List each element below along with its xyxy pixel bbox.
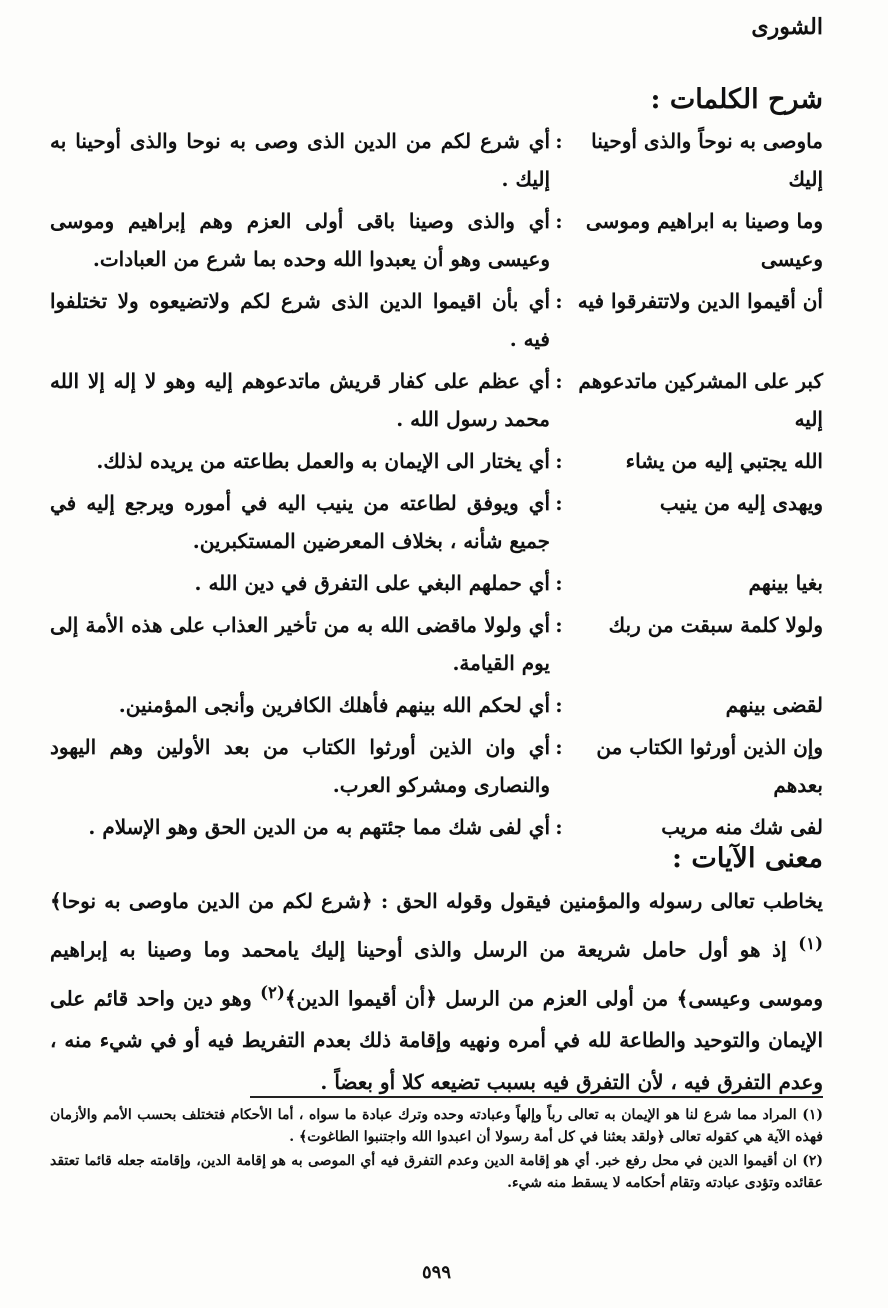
- meaning-paragraph: [50, 880, 823, 1103]
- glossary-row: [50, 484, 823, 560]
- colon: :: [555, 209, 563, 233]
- colon: :: [555, 613, 563, 637]
- glossary-row: [50, 808, 823, 846]
- meaning-title: معنى الآيات :: [672, 843, 823, 874]
- glossary-title: شرح الكلمات :: [650, 84, 823, 115]
- glossary-definition: أي وان الذين أورثوا الكتاب من بعد الأولين وهم اليهود والنصارى ومشركو العرب.: [50, 735, 550, 797]
- glossary-term: ويهدى إليه من ينيب: [659, 491, 823, 515]
- colon: :: [555, 289, 563, 313]
- glossary-term: كبر على المشركين ماتدعوهم إليه: [578, 369, 823, 431]
- colon: :: [555, 491, 563, 515]
- glossary-row: [50, 606, 823, 682]
- glossary-row: [50, 442, 823, 480]
- glossary-definition: أي لحكم الله بينهم فأهلك الكافرين وأنجى المؤمنين.: [118, 693, 550, 717]
- glossary-definition: أي يختار الى الإيمان به والعمل بطاعته من يريده لذلك.: [96, 449, 550, 473]
- glossary-term: لفى شك منه مريب: [661, 815, 823, 839]
- glossary-term: بغيا بينهم: [748, 571, 823, 595]
- glossary-row: [50, 282, 823, 358]
- colon: :: [555, 449, 563, 473]
- glossary-definition: أي عظم على كفار قريش ماتدعوهم إليه وهو لا إله إلا الله محمد رسول الله .: [50, 369, 550, 431]
- footnote: (١) المراد مما شرع لنا هو الإيمان به تعالى رباً وإلهاً وعبادته وحده وترك عبادة ما سواه ، أما الأحكام فتختلف بحسب الأمم والأزمان فهذه الآية هي كقوله تعالى ﴿ولقد بعثنا في كل أمة رسولا أن اعبدوا الله واجتنبوا الطاغوت﴾ .: [50, 1107, 823, 1145]
- glossary-definition: أي ويوفق لطاعته من ينيب اليه في أموره ويرجع إليه في جميع شأنه ، بخلاف المعرضين المستكبرين.: [50, 491, 550, 553]
- glossary-definition: أي ولولا ماقضى الله به من تأخير العذاب على هذه الأمة إلى يوم القيامة.: [50, 613, 550, 675]
- colon: :: [555, 369, 563, 393]
- meaning-intro: يخاطب تعالى رسوله والمؤمنين فيقول وقوله الحق :: [380, 889, 823, 913]
- footnote-divider: [250, 1096, 823, 1098]
- glossary-term: وما وصينا به ابراهيم وموسى وعيسى: [585, 209, 823, 271]
- glossary-definition: أي حملهم البغي على التفرق في دين الله .: [194, 571, 550, 595]
- glossary: [50, 122, 823, 850]
- glossary-term: الله يجتبي إليه من يشاء: [625, 449, 823, 473]
- book-page: [50, 0, 823, 1308]
- meaning-text: وهو دين واحد قائم على الإيمان والتوحيد والطاعة لله في أمره ونهيه وإقامة ذلك بعدم التفريط فيه أو في شيء منه ، وعدم التفرق فيه ، لأن التفرق فيه بسبب تضيعه كلا أو بعضاً .: [50, 986, 823, 1095]
- glossary-term: ماوصى به نوحاً والذى أوحينا إليك: [591, 129, 823, 191]
- glossary-row: [50, 202, 823, 278]
- footnote: (٢) ان أقيموا الدين في محل رفع خبر. أي هو إقامة الدين وعدم التفرق فيه أي الموصى به هو إقامة الدين، وإقامته جعله قائما تعتقد عقائده وتؤدى عبادته وتقام أحكامه لا يسقط منه شيء.: [50, 1153, 823, 1191]
- footnote-marker: (٢): [260, 981, 285, 1002]
- colon: :: [555, 693, 563, 717]
- glossary-row: [50, 686, 823, 724]
- glossary-definition: أي لفى شك مما جئتهم به من الدين الحق وهو الإسلام .: [88, 815, 550, 839]
- colon: :: [555, 129, 563, 153]
- colon: :: [555, 571, 563, 595]
- glossary-row: [50, 564, 823, 602]
- footnotes: [50, 1104, 823, 1196]
- glossary-term: ولولا كلمة سبقت من ربك: [608, 613, 823, 637]
- colon: :: [555, 815, 563, 839]
- glossary-term: أن أقيموا الدين ولاتتفرقوا فيه: [577, 289, 823, 313]
- footnote-marker: (١): [798, 933, 823, 953]
- glossary-row: [50, 122, 823, 198]
- glossary-term: لقضى بينهم: [725, 693, 823, 717]
- colon: :: [555, 735, 563, 759]
- running-head: الشورى: [751, 14, 823, 40]
- glossary-definition: أي شرع لكم من الدين الذى وصى به نوحا والذى أوحينا به إليك .: [50, 129, 550, 191]
- verse-quote: ﴿أن أقيموا الدين﴾: [284, 986, 437, 1011]
- meaning-text: إذ هو أول حامل شريعة من الرسل والذى أوحينا إليك يامحمد وما وصينا به إبراهيم وموسى وعيسى﴾ من أولى العزم من الرسل: [50, 937, 824, 1011]
- glossary-row: [50, 362, 823, 438]
- glossary-definition: أي والذى وصينا باقى أولى العزم وهم إبراهيم وموسى وعيسى وهو أن يعبدوا الله وحده بما شرع من العبادات.: [50, 209, 550, 271]
- verse-quote: ﴿شرع لكم من الدين ماوصى به نوحا﴾: [50, 889, 373, 913]
- glossary-term: وإن الذين أورثوا الكتاب من بعدهم: [596, 735, 823, 797]
- page-number: ٥٩٩: [421, 1262, 451, 1283]
- glossary-row: [50, 728, 823, 804]
- glossary-definition: أي بأن اقيموا الدين الذى شرع لكم ولاتضيعوه ولا تختلفوا فيه .: [50, 289, 550, 351]
